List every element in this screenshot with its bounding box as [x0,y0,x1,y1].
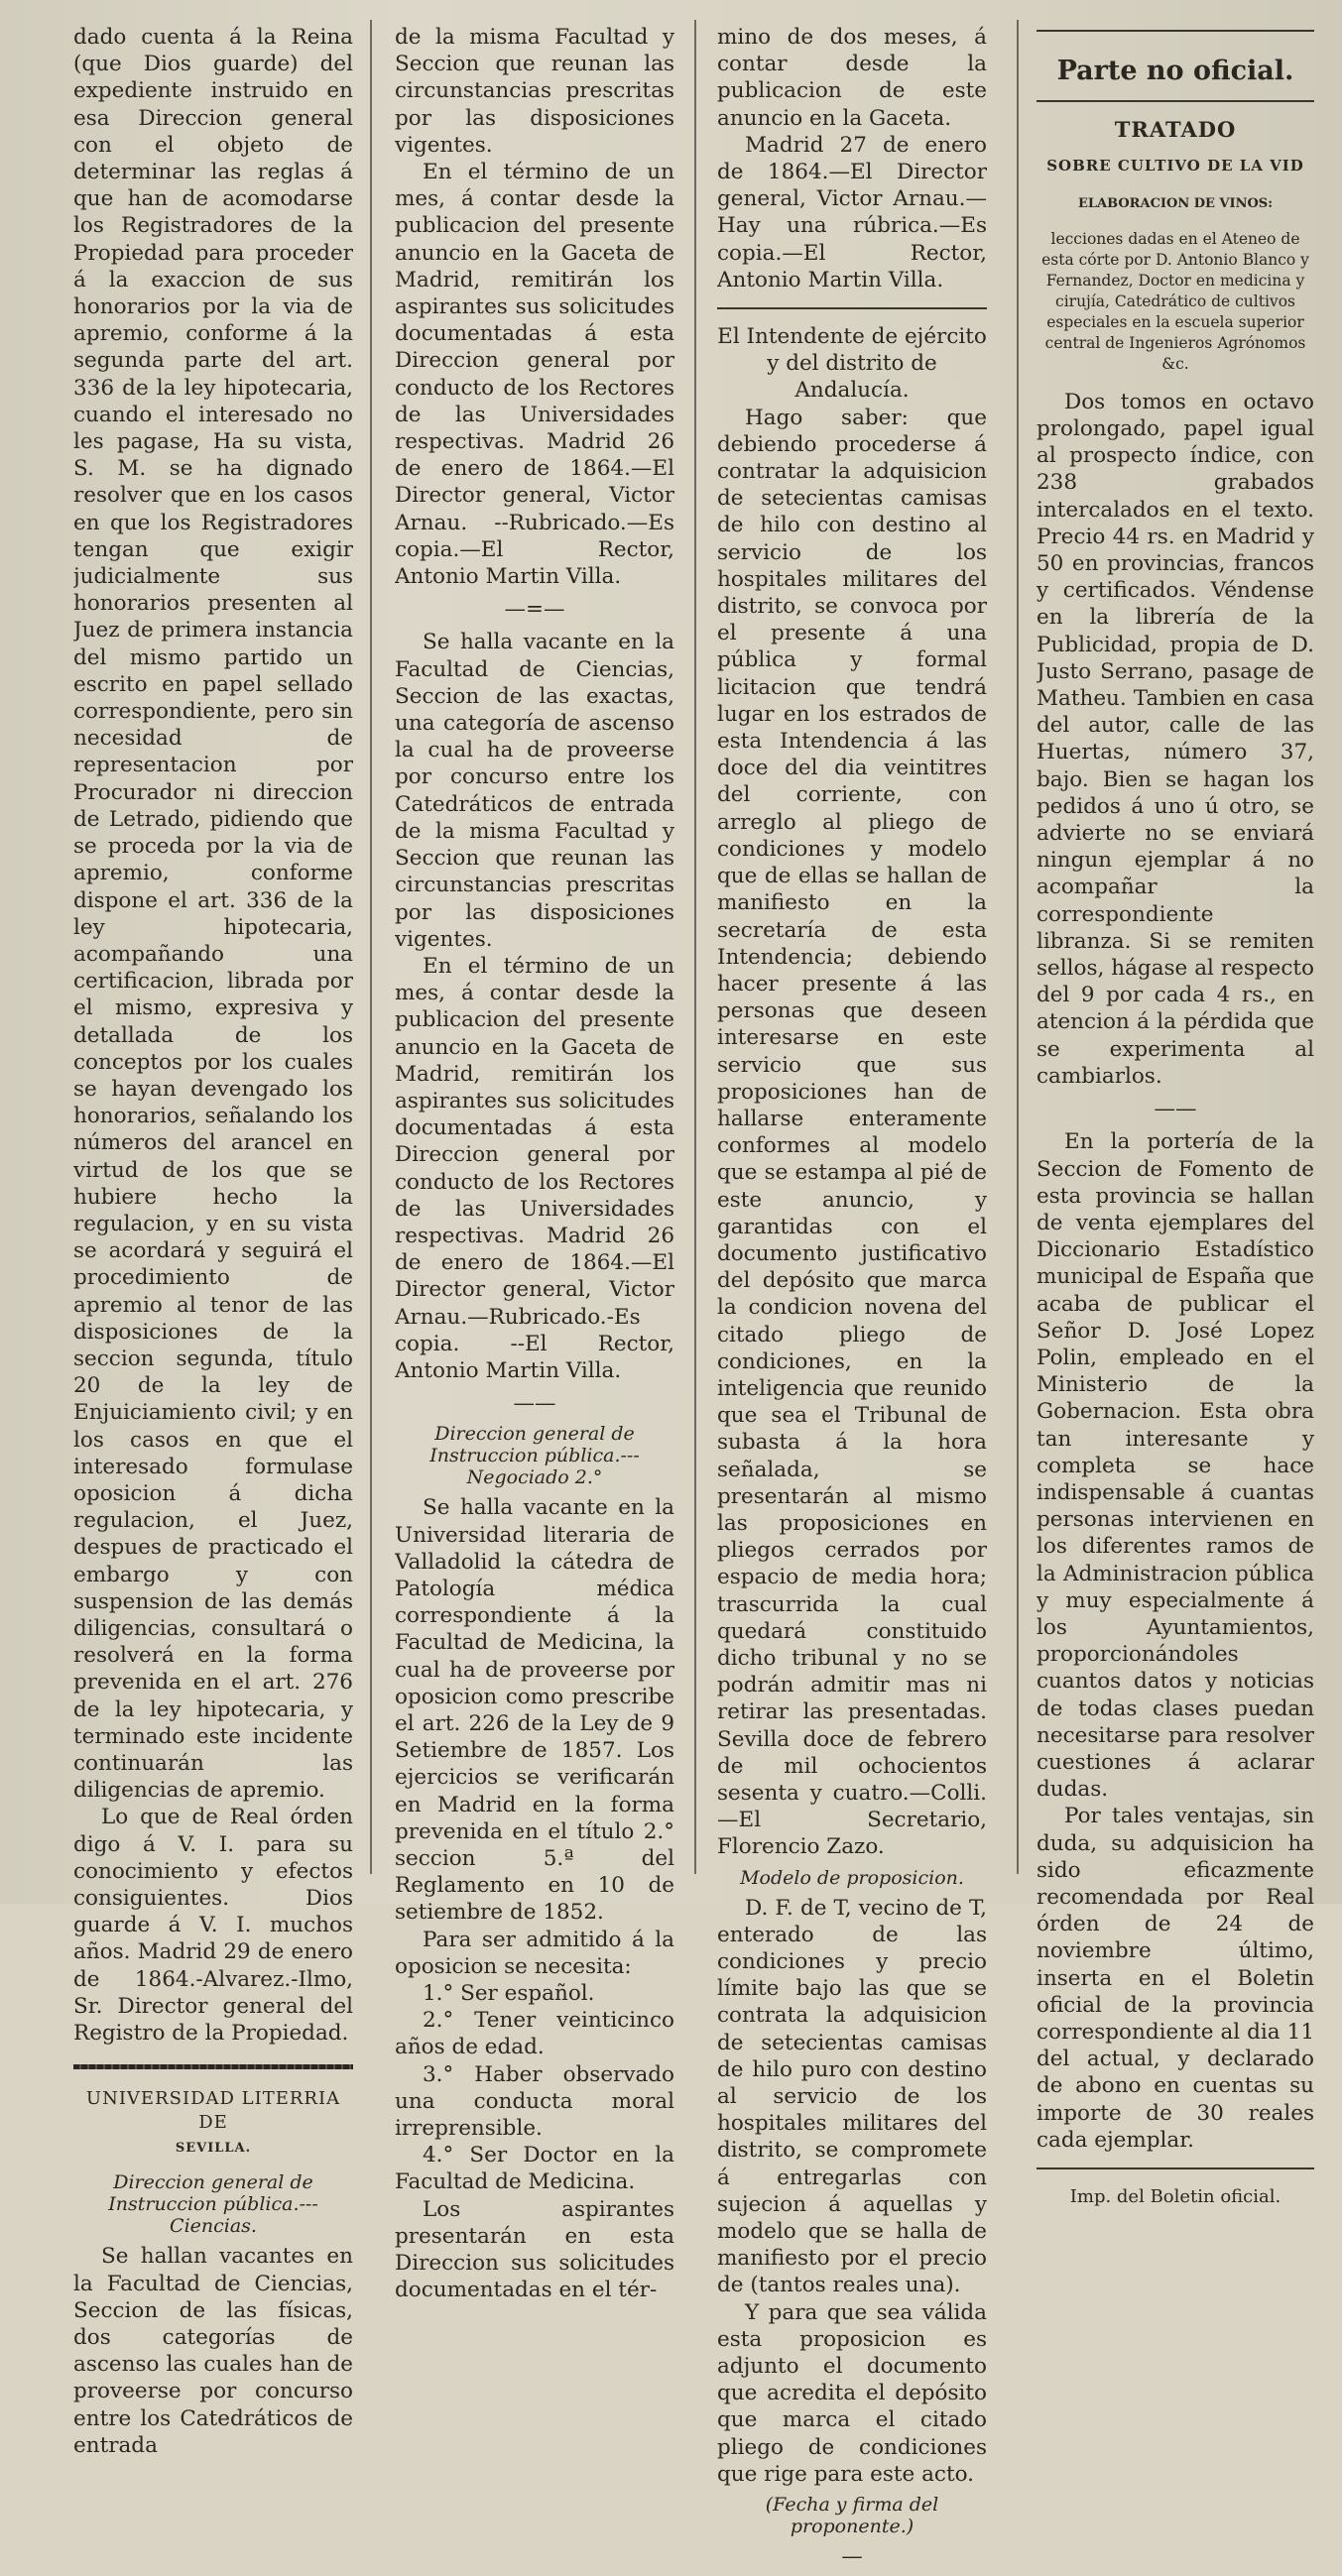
divider [1037,30,1314,32]
paragraph: D. F. de T, vecino de T, enterado de las condiciones y precio límite bajo las que se contrata la adquisicion de setecientas camisas de hilo puro con destino al servicio de los hospitales militares del distrito, se compromete á entregarlas con sujecion á aquellas y modelo que se halla de manifiesto por el precio de (tantos reales una). [717,1895,987,2298]
paragraph: Hago saber: que debiendo procederse á contratar la adquisicion de setecientas camisas de hilo con destino al servicio de los hospitales militares del distrito, se convoca por el presente á una pública y formal licitacion que tendrá lugar en los estrados de esta Intendencia á las doce del dia veintitres del corriente, con arreglo al pliego de condiciones y modelo que de ellas se hallan de manifiesto en la secretaría de esta Intendencia; debiendo hacer presente á las personas que deseen interesarse en este servicio que sus proposiciones han de hallarse enteramente conformes al modelo que se estampa al pié de este anuncio, y garantidas con el documento justificativo del depósito que marca la condicion novena del citado pliego de condiciones, en la inteligencia que reunido que sea el Tribunal de subasta á la hora señalada, se presentarán al mismo las proposiciones en pliegos cerrados por espacio de media hora; trascurrida la cual quedará constituido dicho tribunal y no se podrán admitir mas ni retirar las presentadas. Sevilla doce de febrero de mil ochocientos sesenta y cuatro.—Colli.—El Secretario, Florencio Zazo. [717,405,987,1860]
separator: —— [513,1391,556,1417]
section-heading: UNIVERSIDAD LITERRIA DE [85,2088,341,2134]
paragraph: Dos tomos en octavo prolongado, papel igual al prospecto índice, con 238 grabados intercalados en el texto. Precio 44 rs. en Madrid y 50 en provincias, francos y certificados. Véndense en la librería de la Publicidad, propia de D. Justo Serrano, pasage de Matheu. Tambien en casa del autor, calle de las Huertas, número 37, bajo. Bien se hagan los pedidos á uno ú otro, se advierte no se enviará ningun ejemplar á no acompañar la correspondiente libranza. Si se remiten sellos, hágase al respecto del 9 por cada 4 rs., en atencion á la pérdida que se experimenta al cambiarlos. [1037,389,1314,1089]
column-rule [1017,20,1019,1874]
printer-imprint: Imp. del Boletin oficial. [1069,2186,1281,2208]
article-title: TRATADO [1114,117,1237,143]
section-heading: Direccion general de Instruccion pública.---Negociado 2.° [429,1423,640,1489]
divider [1037,2167,1314,2169]
section-heading: Modelo de proposicion. [740,1866,964,1889]
column-4 [1037,24,1314,2214]
section-heading: Direccion general de Instruccion pública.---Ciencias. [108,2171,318,2238]
divider [73,2064,353,2069]
column-2 [395,24,674,2303]
list-item: 2.° Tener veinticinco años de edad. [395,2008,674,2060]
article-subtitle: ELABORACION DE VINOS: [1077,195,1273,211]
column-rule [370,20,372,1874]
column-3 [717,24,987,2576]
paragraph: Madrid 27 de enero de 1864.—El Director general, Victor Arnau.—Hay una rúbrica.—Es copia.—El Rector, Antonio Martin Villa. [717,132,987,293]
separator: — [841,2544,863,2570]
section-heading: El Intendente de ejército y del distrito de Andalucía. [717,324,987,404]
paragraph: dado cuenta á la Reina (que Dios guarde) del expediente instruido en esa Direccion general con el objeto de determinar las reglas á que han de acomodarse los Registradores de la Propiedad para proceder á la exaccion de sus honorarios por la via de apremio, conforme á la segunda parte del art. 336 de la ley hipotecaria, cuando el interesado no les pagase, Ha su vista, S. M. se ha dignado resolver que en los casos en que los Registradores tengan que exigir judicialmente sus honorarios presenten al Juez de primera instancia del mismo partido un escrito en papel sellado correspondiente, pero sin necesidad de representacion por Procurador ni direccion de Letrado, pidiendo que se proceda por la via de apremio, conforme dispone el art. 336 de la ley hipotecaria, acompañando una certificacion, librada por el mismo, expresiva y detallada de los conceptos por los cuales se hayan devengado los honorarios, señalando los números del arancel en virtud de los que se hubiere hecho la regulacion, y en su vista se acordará y seguirá el procedimiento de apremio al tenor de las disposiciones de la seccion segunda, título 20 de la ley de Enjuiciamiento civil; y en los casos en que el interesado formulase oposicion á dicha regulacion, el Juez, despues de practicado el embargo y con suspension de las demás diligencias, consultará o resolverá en la forma prevenida en el art. 276 de la ley hipotecaria, y terminado este incidente continuarán las diligencias de apremio. [73,25,353,1804]
article-subtitle: SOBRE CULTIVO DE LA VID [1046,157,1304,176]
section-title: Parte no oficial. [1056,56,1294,86]
signature-line: (Fecha y firma del proponente.) [765,2494,939,2538]
list-item: 1.° Ser español. [423,1981,595,2007]
column-rule [694,20,696,1874]
separator: —=— [504,597,565,623]
paragraph: En la portería de la Seccion de Fomento de esta provincia se hallan de venta ejemplares del Diccionario Estadístico municipal de España que acaba de publicar el Señor D. José Lopez Polin, empleado en el Ministerio de la Gobernacion. Esta obra tan interesante y completa se hace indispensable á cuantas personas intervienen en los diferentes ramos de la Administracion pública y muy especialmente á los Ayuntamientos, proporcionándoles cuantos datos y noticias de todas clases puedan necesitarse para resolver cuestiones á aclarar dudas. [1037,1129,1314,1803]
column-1 [73,24,353,2459]
list-item: 3.° Haber observado una conducta moral irreprensible. [395,2061,674,2142]
separator: —— [1154,1097,1197,1122]
paragraph: Se halla vacante en la Facultad de Ciencias, Seccion de las exactas, una categoría de ascenso la cual ha de proveerse por concurso entre los Catedráticos de entrada de la misma Facultad y Seccion que reunan las circunstancias prescritas por las disposiciones vigentes. [395,630,674,952]
divider [1037,100,1314,102]
paragraph: de la misma Facultad y Seccion que reunan las circunstancias prescritas por las disposiciones vigentes. [395,25,674,158]
paragraph: En el término de un mes, á contar desde la publicacion del presente anuncio en la Gaceta de Madrid, remitirán los aspirantes sus solicitudes documentadas á esta Direccion general por conducto de los Rectores de las Universidades respectivas. Madrid 26 de enero de 1864.—El Director general, Victor Arnau.—Rubricado.-Es copia. --El Rector, Antonio Martin Villa. [395,953,674,1383]
paragraph: Para ser admitido á la oposicion se necesita: [395,1927,674,1979]
paragraph: Se halla vacante en la Universidad literaria de Valladolid la cátedra de Patología médica correspondiente á la Facultad de Medicina, la cual ha de proveerse por oposicion como prescribe el art. 226 de la Ley de 9 Setiembre de 1857. Los ejercicios se verificarán en Madrid en la forma prevenida en el título 2.° seccion 5.ª del Reglamento en 10 de setiembre de 1852. [395,1495,674,1926]
paragraph: Y para que sea válida esta proposicion es adjunto el documento que acredita el depósito que marca el citado pliego de condiciones que rige para este acto. [717,2299,987,2487]
paragraph: Se hallan vacantes en la Facultad de Ciencias, Seccion de las físicas, dos categorías de ascenso las cuales han de proveerse por concurso entre los Catedráticos de entrada [73,2244,353,2458]
section-subheading: SEVILLA. [175,2141,252,2157]
paragraph: En el término de un mes, á contar desde la publicacion del presente anuncio en la Gaceta de Madrid, remitirán los aspirantes sus solicitudes documentadas á esta Direccion general por conducto de los Rectores de las Universidades respectivas. Madrid 26 de enero de 1864.—El Director general, Victor Arnau. --Rubricado.—Es copia.—El Rector, Antonio Martin Villa. [395,160,674,590]
paragraph: Lo que de Real órden digo á V. I. para su conocimiento y efectos consiguientes. Dios guarde á V. I. muchos años. Madrid 29 de enero de 1864.-Alvarez.-Ilmo, Sr. Director general del Registro de la Propiedad. [73,1805,353,2047]
paragraph: Por tales ventajas, sin duda, su adquisicion ha sido eficazmente recomendada por Real órden de 24 de noviembre último, inserta en el Boletin oficial de la provincia correspondiente al dia 11 del actual, y declarado de abono en cuentas su importe de 30 reales cada ejemplar. [1037,1804,1314,2153]
list-item: 4.° Ser Doctor en la Facultad de Medicina. [395,2143,674,2195]
paragraph: Los aspirantes presentarán en esta Direccion sus solicitudes documentadas en el tér- [395,2196,674,2303]
paragraph: mino de dos meses, á contar desde la publicacion de este anuncio en la Gaceta. [717,25,987,131]
divider [717,307,987,309]
article-description: lecciones dadas en el Ateneo de esta córte por D. Antonio Blanco y Fernandez, Doctor en medicina y cirujía, Catedrático de cultivos especiales en la escuela superior central de Ingenieros Agrónomos &c. [1041,229,1309,373]
